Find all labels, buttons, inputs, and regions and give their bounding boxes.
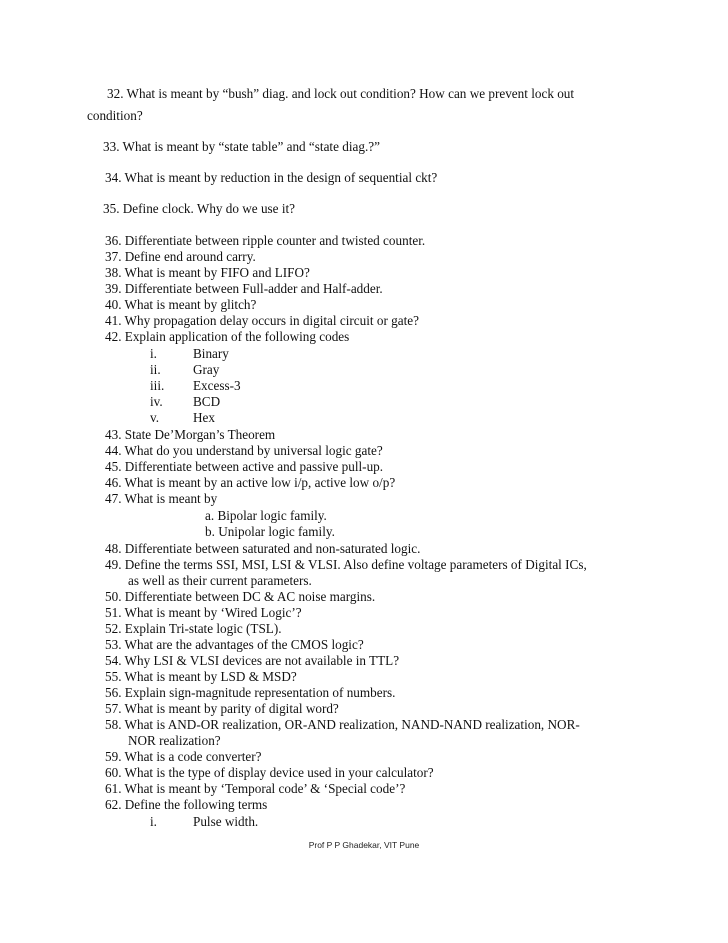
- question-item: 44. What do you understand by universal logic gate?: [105, 443, 383, 458]
- question-item: 43. State De’Morgan’s Theorem: [105, 427, 276, 442]
- code-num: i.: [150, 346, 157, 361]
- question-item: 54. Why LSI & VLSI devices are not available in TTL?: [105, 653, 400, 668]
- question-item: 58. What is AND-OR realization, OR-AND realization, NAND-NAND realization, NOR-: [105, 717, 580, 732]
- code-num: v.: [150, 410, 160, 425]
- code-label: Excess-3: [193, 378, 241, 393]
- term-num: i.: [150, 814, 157, 829]
- question-32-line1: 32. What is meant by “bush” diag. and lock out condition? How can we prevent lock out: [107, 86, 575, 101]
- page-footer: Prof P P Ghadekar, VIT Pune: [308, 840, 420, 850]
- term-label: Pulse width.: [193, 814, 259, 829]
- question-item: 56. Explain sign-magnitude representation of numbers.: [105, 685, 396, 700]
- question-item: 48. Differentiate between saturated and non-saturated logic.: [105, 541, 421, 556]
- code-label: Hex: [193, 410, 215, 425]
- question-item: 59. What is a code converter?: [105, 749, 262, 764]
- code-label: Gray: [193, 362, 220, 377]
- code-num: iv.: [150, 394, 163, 409]
- family-item: b. Unipolar logic family.: [205, 524, 335, 539]
- code-label: Binary: [193, 346, 229, 361]
- code-label: BCD: [193, 394, 221, 409]
- question-item: 61. What is meant by ‘Temporal code’ & ‘Special code’?: [105, 781, 406, 796]
- question-item: 36. Differentiate between ripple counter and twisted counter.: [105, 233, 426, 248]
- question-item: 40. What is meant by glitch?: [105, 297, 257, 312]
- question-item: 55. What is meant by LSD & MSD?: [105, 669, 297, 684]
- question-item: 62. Define the following terms: [105, 797, 268, 812]
- question-item: 49. Define the terms SSI, MSI, LSI & VLSI. Also define voltage parameters of Digital ICs,: [105, 557, 587, 572]
- question-item: 52. Explain Tri-state logic (TSL).: [105, 621, 282, 636]
- question-item: 45. Differentiate between active and passive pull-up.: [105, 459, 384, 474]
- question-item-continuation: NOR realization?: [128, 733, 221, 748]
- question-item: 38. What is meant by FIFO and LIFO?: [105, 265, 310, 280]
- question-item-continuation: as well as their current parameters.: [128, 573, 312, 588]
- question-34: 34. What is meant by reduction in the design of sequential ckt?: [105, 170, 438, 185]
- question-32-line2: condition?: [87, 108, 143, 123]
- question-item: 46. What is meant by an active low i/p, active low o/p?: [105, 475, 396, 490]
- question-item: 51. What is meant by ‘Wired Logic’?: [105, 605, 302, 620]
- question-item: 53. What are the advantages of the CMOS logic?: [105, 637, 364, 652]
- code-num: iii.: [150, 378, 165, 393]
- question-33: 33. What is meant by “state table” and “state diag.?”: [103, 139, 380, 154]
- question-item: 60. What is the type of display device used in your calculator?: [105, 765, 434, 780]
- family-item: a. Bipolar logic family.: [205, 508, 327, 523]
- question-35: 35. Define clock. Why do we use it?: [103, 201, 296, 216]
- question-item: 50. Differentiate between DC & AC noise margins.: [105, 589, 376, 604]
- question-item: 47. What is meant by: [105, 491, 218, 506]
- question-item: 39. Differentiate between Full-adder and Half-adder.: [105, 281, 383, 296]
- question-item: 57. What is meant by parity of digital word?: [105, 701, 339, 716]
- question-item: 41. Why propagation delay occurs in digital circuit or gate?: [105, 313, 419, 328]
- question-item: 37. Define end around carry.: [105, 249, 256, 264]
- code-num: ii.: [150, 362, 161, 377]
- question-item: 42. Explain application of the following codes: [105, 329, 350, 344]
